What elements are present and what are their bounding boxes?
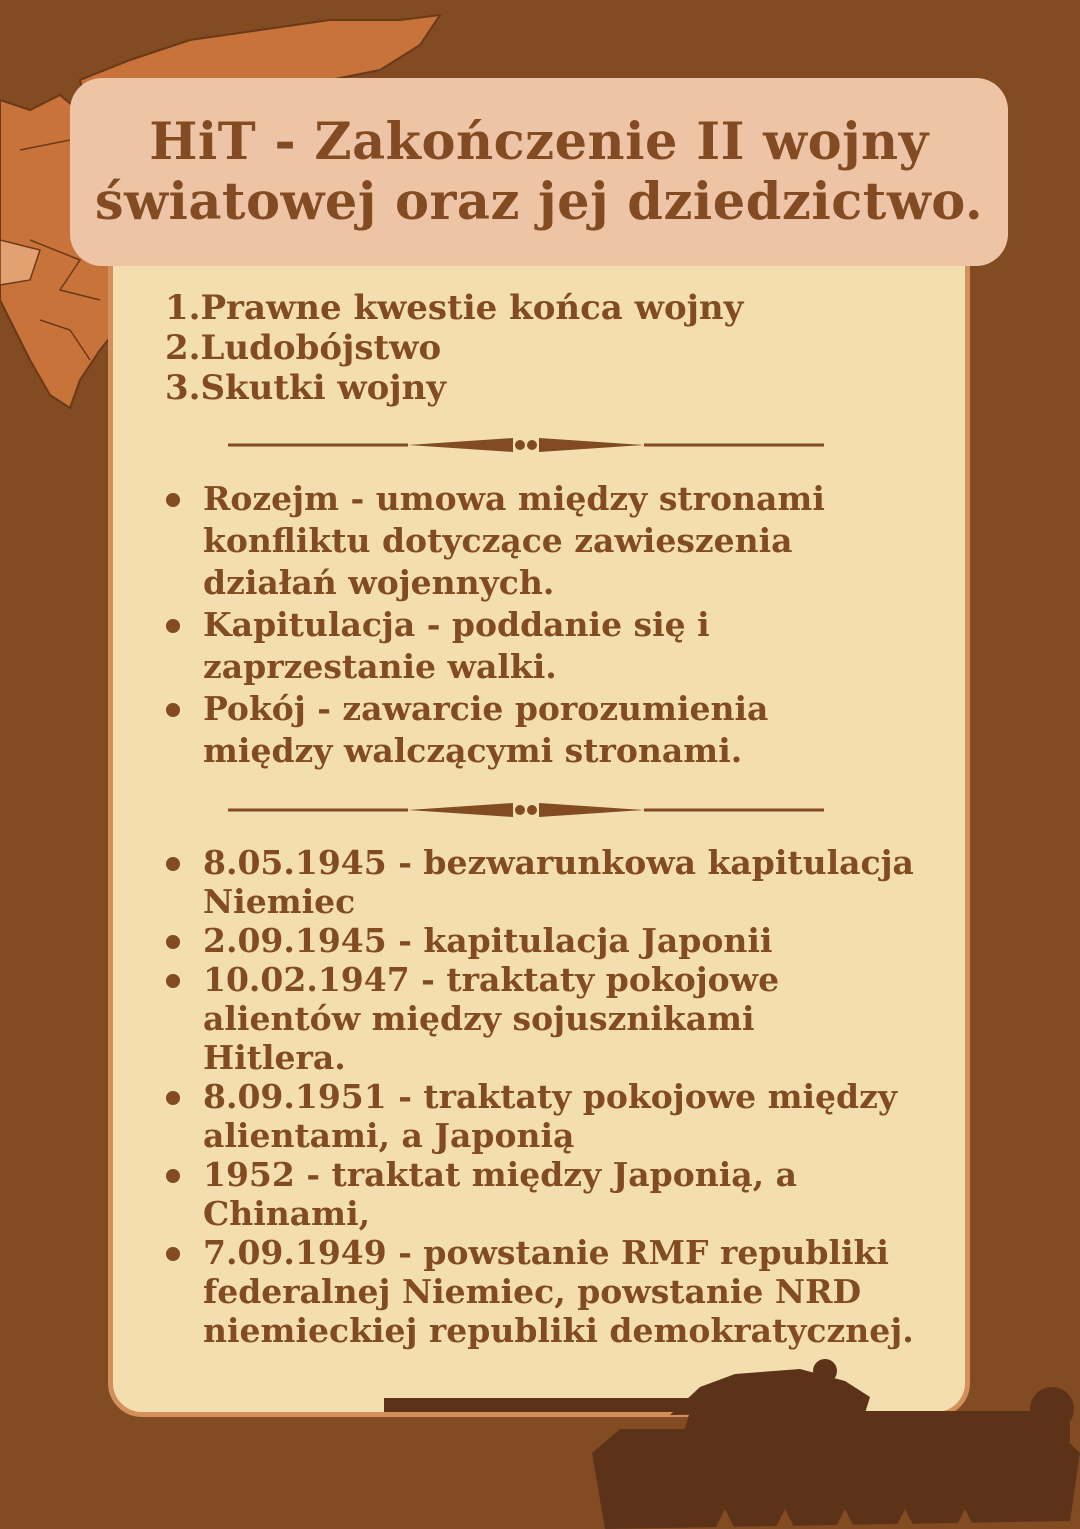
- page-title-line-2: światowej oraz jej dziedzictwo.: [94, 172, 984, 232]
- list-item: Rozejm - umowa między stronami konfliktu dotyczące zawieszenia działań wojennych.: [160, 478, 940, 604]
- ornamental-divider-icon: [228, 434, 824, 456]
- list-item: 10.02.1947 - traktaty pokojowe alientów między sojusznikami Hitlera.: [160, 960, 940, 1077]
- list-item: 7.09.1949 - powstanie RMF republiki federalnej Niemiec, powstanie NRD niemieckiej republiki demokratycznej.: [160, 1233, 940, 1350]
- toc-item: 3.Skutki wojny: [165, 368, 447, 408]
- list-item: 2.09.1945 - kapitulacja Japonii: [160, 921, 940, 960]
- list-item: Pokój - zawarcie porozumienia między walczącymi stronami.: [160, 688, 940, 772]
- toc-item: 1.Prawne kwestie końca wojny: [165, 288, 744, 328]
- title-box: [70, 78, 1008, 266]
- table-of-contents: [165, 288, 743, 408]
- events-list: [160, 843, 940, 1350]
- toc-item: 2.Ludobójstwo: [165, 328, 442, 368]
- ornamental-divider-icon: [228, 799, 824, 821]
- list-item: Kapitulacja - poddanie się i zaprzestanie walki.: [160, 604, 940, 688]
- list-item: 8.09.1951 - traktaty pokojowe między alientami, a Japonią: [160, 1077, 940, 1155]
- tank-silhouette-icon: [380, 1349, 1080, 1529]
- page-title-line-1: HiT - Zakończenie II wojny: [149, 112, 929, 172]
- definitions-list: [160, 478, 940, 772]
- list-item: 8.05.1945 - bezwarunkowa kapitulacja Niemiec: [160, 843, 940, 921]
- list-item: 1952 - traktat między Japonią, a Chinami,: [160, 1155, 940, 1233]
